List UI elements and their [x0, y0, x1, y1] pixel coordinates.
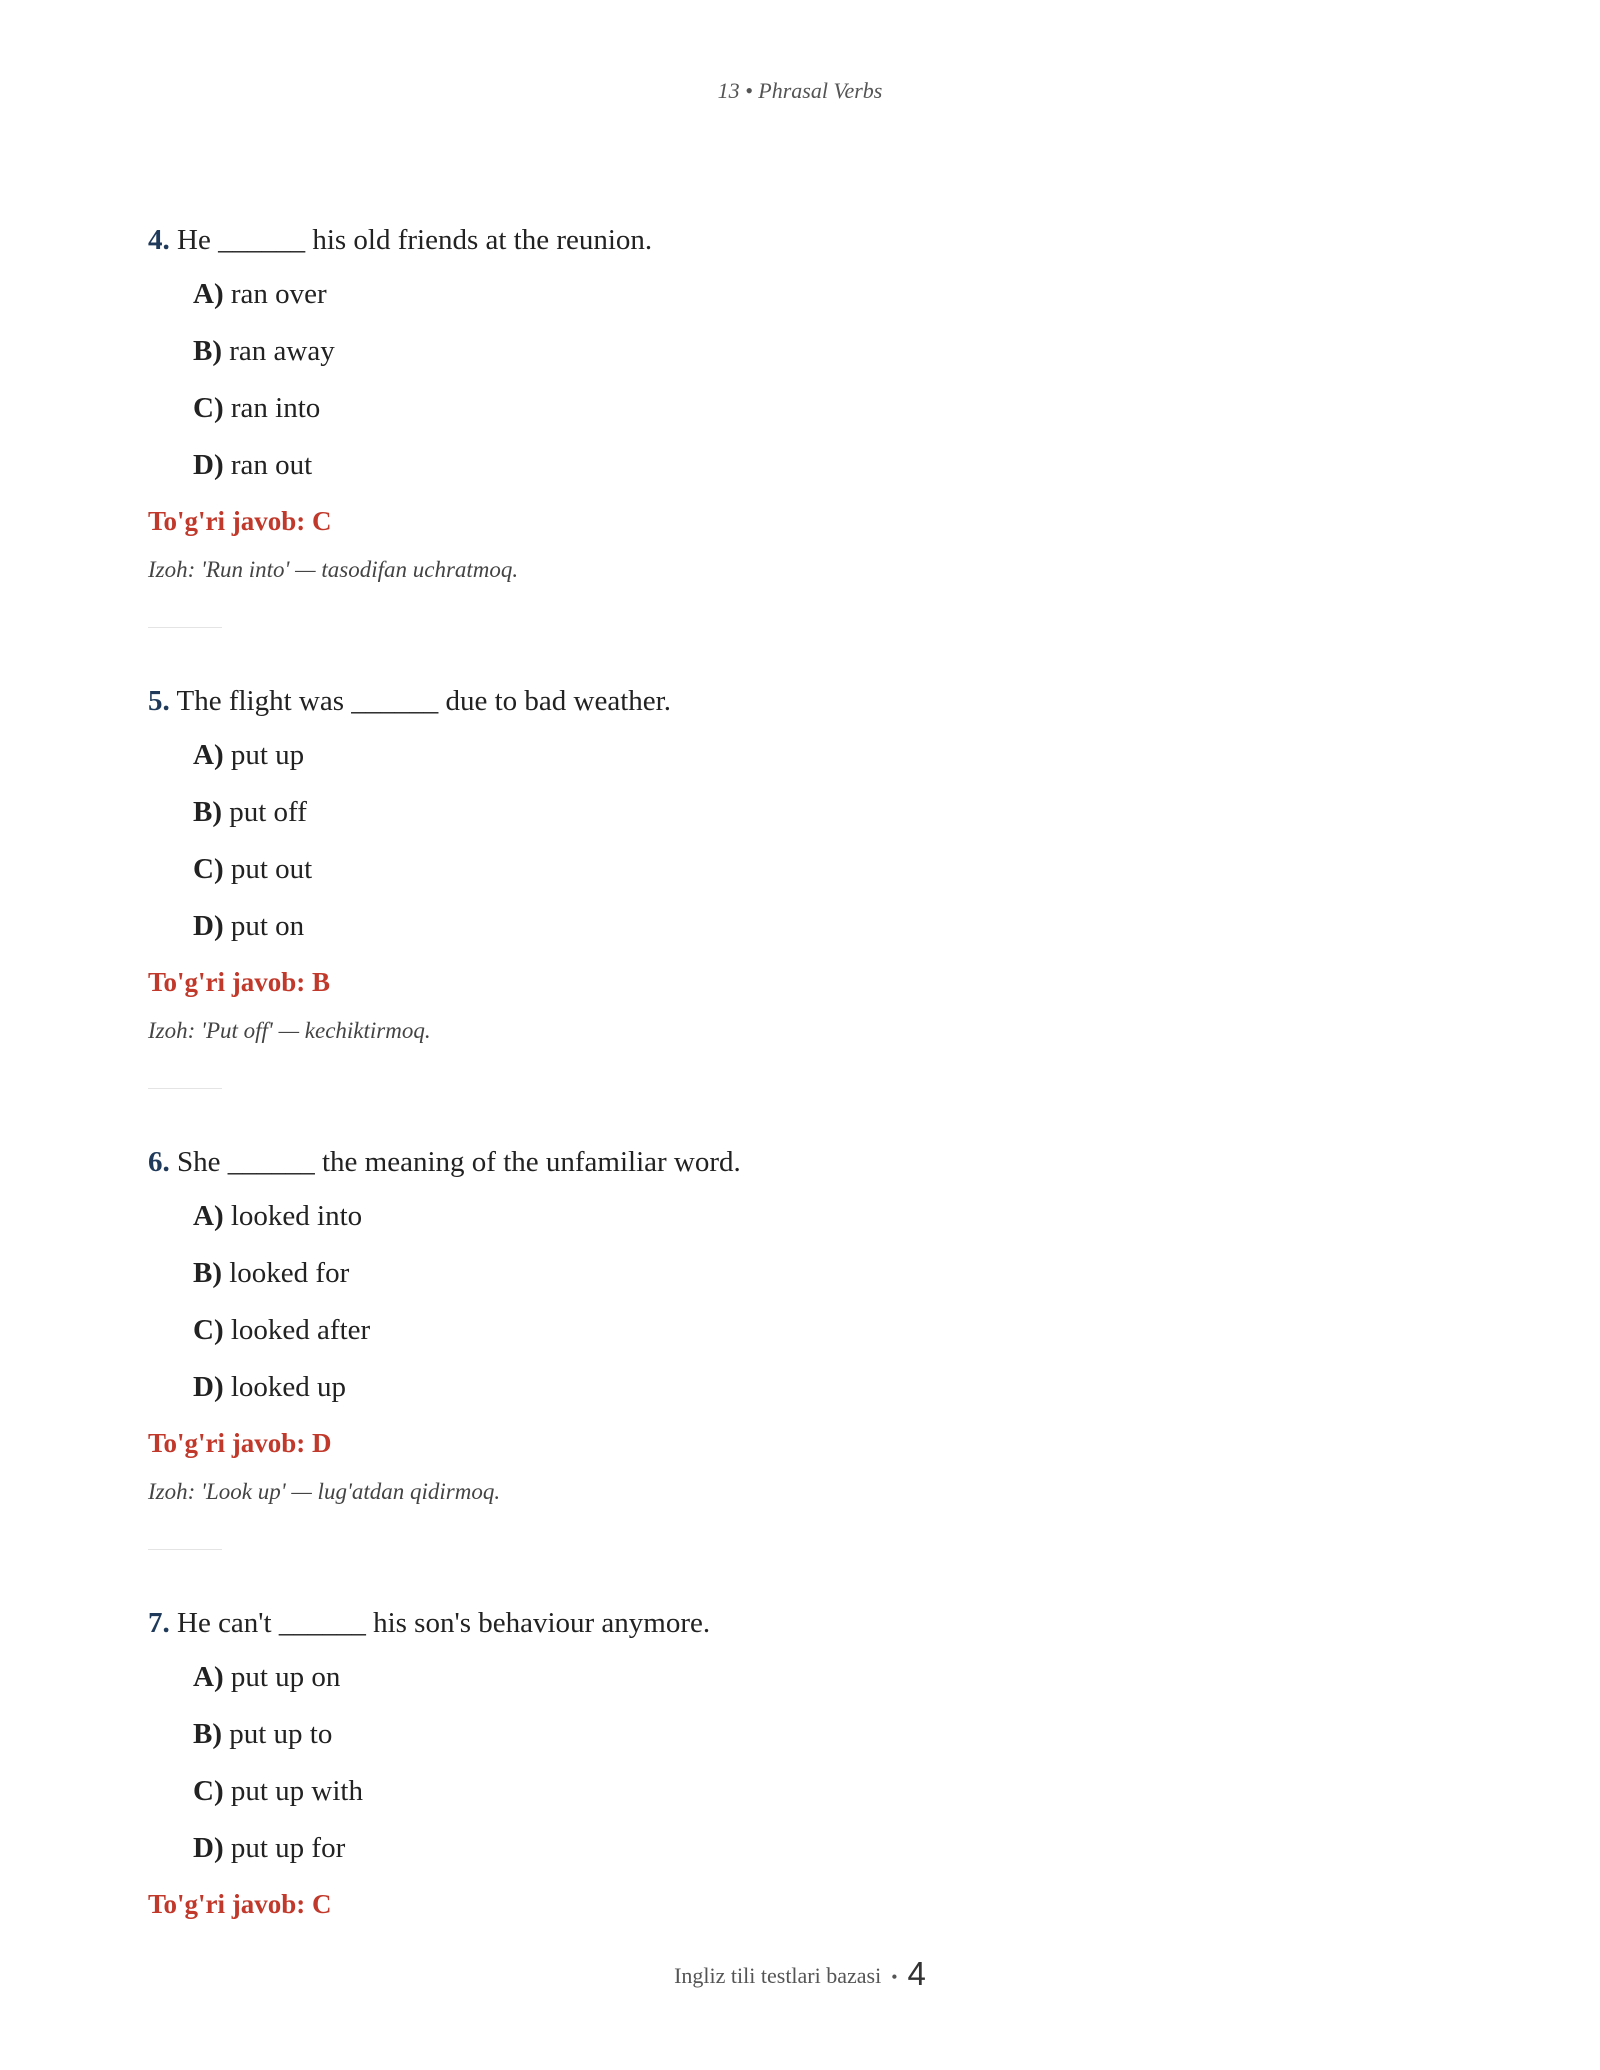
option-letter: A) — [193, 739, 224, 771]
option-b — [193, 331, 1448, 388]
explanation: Izoh: 'Look up' — lug'atdan qidirmoq. — [148, 1479, 501, 1504]
option-c — [193, 849, 1448, 906]
option-letter: B) — [193, 1257, 222, 1289]
question-number: 4. — [148, 224, 170, 256]
option-letter: C) — [193, 1775, 224, 1807]
option-d — [193, 1828, 1448, 1885]
footer-separator: • — [891, 1967, 898, 1987]
correct-answer: To'g'ri javob: D — [148, 1428, 332, 1458]
page-number: 4 — [907, 1955, 926, 1992]
question-item — [148, 1140, 1448, 1601]
correct-answer: To'g'ri javob: C — [148, 506, 332, 536]
correct-answer: To'g'ri javob: B — [148, 967, 331, 997]
option-text: looked for — [229, 1257, 350, 1289]
option-letter: A) — [193, 278, 224, 310]
option-letter: B) — [193, 1718, 222, 1750]
option-text: put up for — [230, 1832, 346, 1864]
option-letter: C) — [193, 853, 224, 885]
option-b — [193, 1253, 1448, 1310]
option-letter: D) — [193, 910, 224, 942]
footer-title: Ingliz tili testlari bazasi — [674, 1963, 882, 1988]
option-d — [193, 445, 1448, 502]
options-list — [193, 1196, 1448, 1424]
question-text: He can't ______ his son's behaviour anymore. — [177, 1607, 711, 1639]
option-text: ran into — [230, 392, 321, 424]
question-number: 5. — [148, 685, 170, 717]
question-number: 6. — [148, 1146, 170, 1178]
page-footer — [0, 1955, 1600, 1993]
option-text: looked after — [230, 1314, 371, 1346]
question-text: He ______ his old friends at the reunion. — [177, 224, 653, 256]
question-stem — [148, 1140, 1448, 1184]
option-a — [193, 1196, 1448, 1253]
option-text: put up on — [230, 1661, 341, 1693]
question-number: 7. — [148, 1607, 170, 1639]
option-d — [193, 1367, 1448, 1424]
option-c — [193, 1771, 1448, 1828]
divider — [148, 1549, 222, 1550]
option-b — [193, 1714, 1448, 1771]
option-letter: D) — [193, 1371, 224, 1403]
option-c — [193, 1310, 1448, 1367]
question-stem — [148, 1601, 1448, 1645]
option-text: put up with — [230, 1775, 363, 1807]
option-letter: A) — [193, 1661, 224, 1693]
question-stem — [148, 679, 1448, 723]
option-letter: D) — [193, 449, 224, 481]
question-item — [148, 218, 1448, 679]
option-c — [193, 388, 1448, 445]
option-text: looked up — [230, 1371, 347, 1403]
options-list — [193, 1657, 1448, 1885]
option-text: put off — [229, 796, 307, 828]
divider — [148, 627, 222, 628]
question-item — [148, 679, 1448, 1140]
question-list — [148, 218, 1448, 2062]
option-text: ran over — [230, 278, 327, 310]
explanation: Izoh: 'Put off' — kechiktirmoq. — [148, 1018, 431, 1043]
page-header: 13 • Phrasal Verbs — [717, 78, 883, 103]
correct-answer: To'g'ri javob: C — [148, 1889, 332, 1919]
option-letter: B) — [193, 335, 222, 367]
option-letter: C) — [193, 1314, 224, 1346]
options-list — [193, 274, 1448, 502]
option-letter: C) — [193, 392, 224, 424]
option-d — [193, 906, 1448, 963]
question-text: She ______ the meaning of the unfamiliar word. — [177, 1146, 741, 1178]
option-letter: A) — [193, 1200, 224, 1232]
option-letter: D) — [193, 1832, 224, 1864]
divider — [148, 1088, 222, 1089]
option-text: put up — [230, 739, 305, 771]
question-text: The flight was ______ due to bad weather. — [176, 685, 671, 717]
option-letter: B) — [193, 796, 222, 828]
option-text: ran out — [230, 449, 313, 481]
question-stem — [148, 218, 1448, 262]
option-b — [193, 792, 1448, 849]
option-text: put out — [230, 853, 313, 885]
explanation: Izoh: 'Run into' — tasodifan uchratmoq. — [148, 557, 519, 582]
option-a — [193, 1657, 1448, 1714]
option-text: put on — [230, 910, 305, 942]
option-a — [193, 735, 1448, 792]
option-text: put up to — [229, 1718, 333, 1750]
options-list — [193, 735, 1448, 963]
option-text: ran away — [229, 335, 335, 367]
option-text: looked into — [230, 1200, 363, 1232]
option-a — [193, 274, 1448, 331]
